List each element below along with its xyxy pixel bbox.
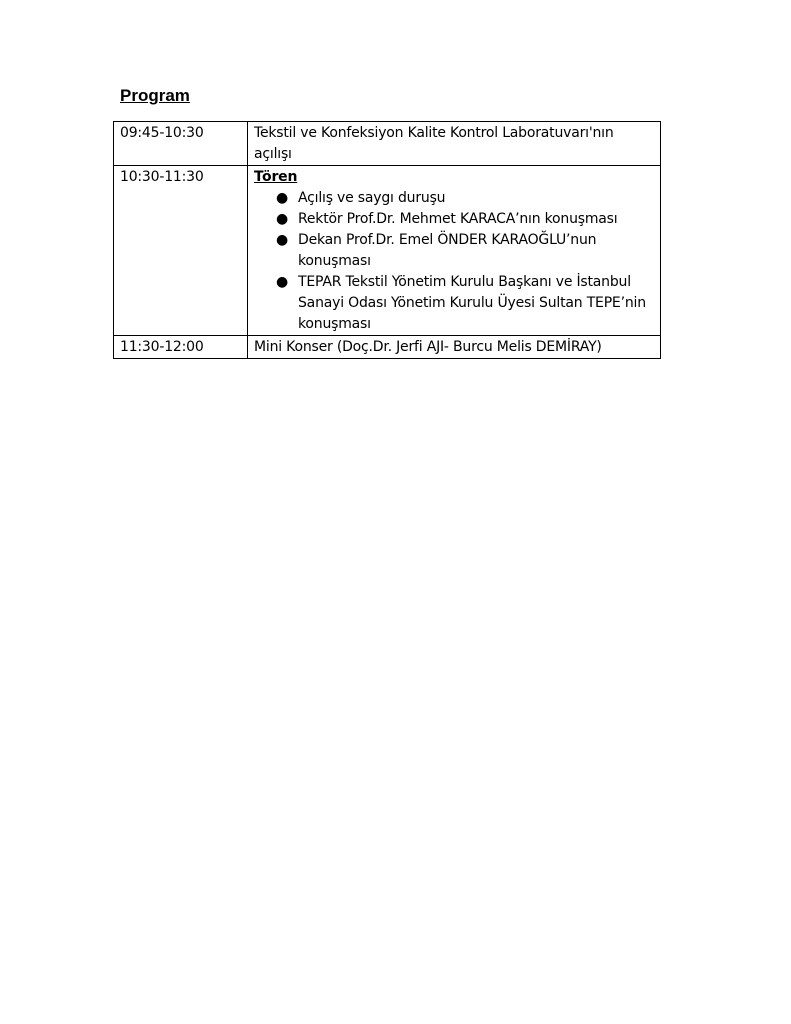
bullet-icon: ●	[276, 274, 289, 290]
ceremony-list	[254, 188, 654, 335]
page-title: Program	[120, 86, 190, 105]
description-cell: Tekstil ve Konfeksiyon Kalite Kontrol Laboratuvarı'nın açılışı	[248, 122, 661, 166]
list-item-text: Rektör Prof.Dr. Mehmet KARACA’nın konuşması	[298, 211, 618, 227]
description-cell	[248, 166, 661, 336]
table-row	[114, 336, 661, 359]
bullet-icon: ●	[276, 190, 289, 206]
time-cell: 11:30-12:00	[114, 336, 248, 359]
list-item	[254, 188, 654, 209]
bullet-icon: ●	[276, 211, 289, 227]
list-item	[254, 209, 654, 230]
list-item	[254, 230, 654, 272]
table-row	[114, 122, 661, 166]
list-item-text: Dekan Prof.Dr. Emel ÖNDER KARAOĞLU’nun konuşması	[298, 232, 597, 269]
list-item	[254, 272, 654, 335]
description-cell: Mini Konser (Doç.Dr. Jerfi AJI- Burcu Melis DEMİRAY)	[248, 336, 661, 359]
bullet-icon: ●	[276, 232, 289, 248]
time-cell: 10:30-11:30	[114, 166, 248, 336]
table-row	[114, 166, 661, 336]
list-item-text: TEPAR Tekstil Yönetim Kurulu Başkanı ve İstanbul Sanayi Odası Yönetim Kurulu Üyesi Sultan TEPE’nin konuşması	[298, 274, 646, 332]
program-table	[113, 121, 661, 359]
ceremony-heading: Tören	[254, 169, 298, 185]
time-cell: 09:45-10:30	[114, 122, 248, 166]
list-item-text: Açılış ve saygı duruşu	[298, 190, 446, 206]
